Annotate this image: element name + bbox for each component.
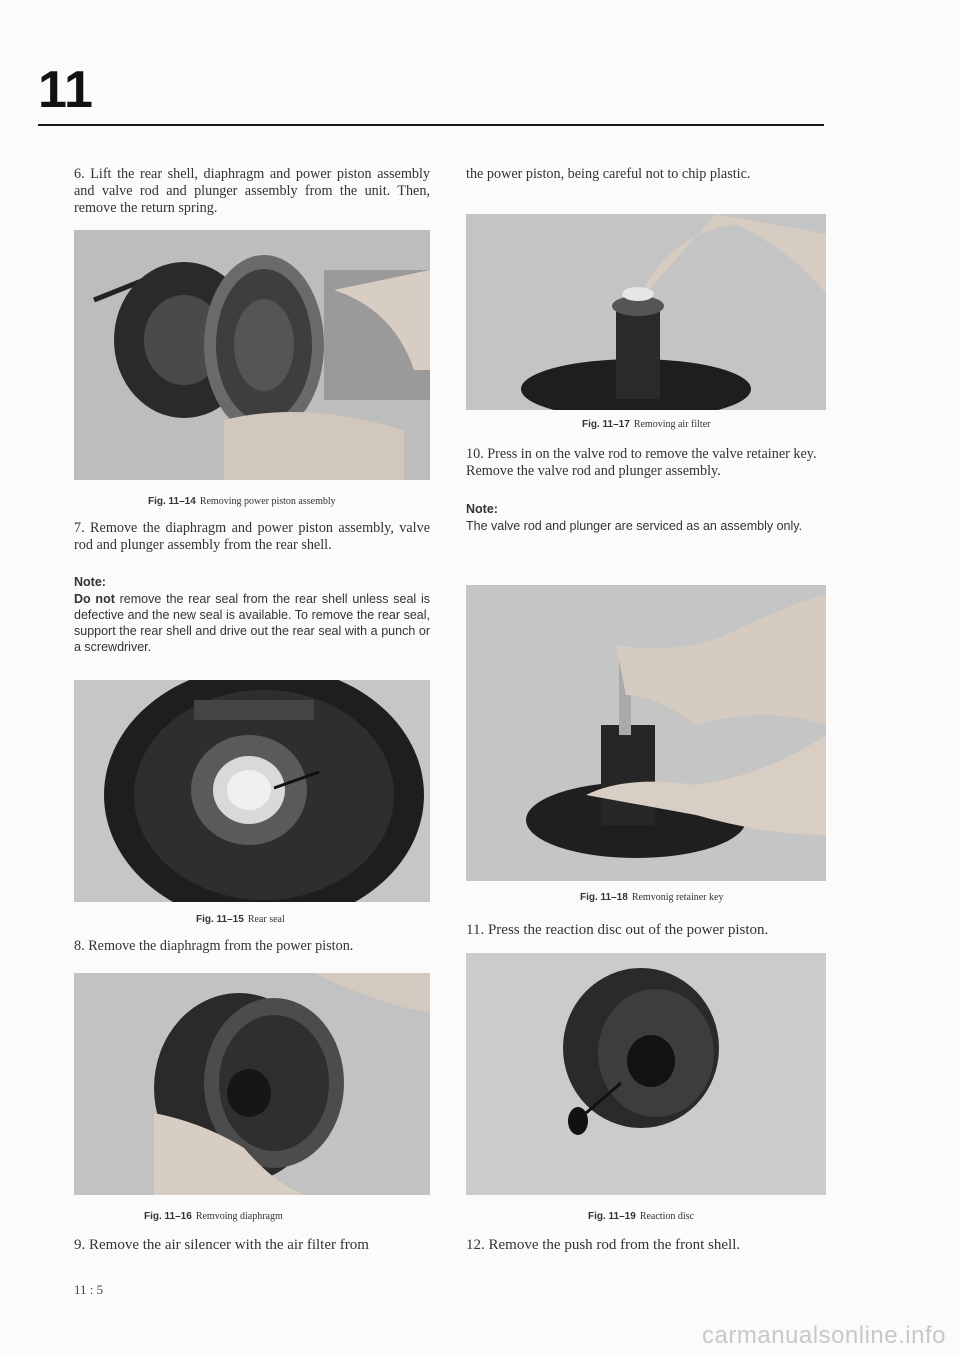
step-8-text: 8. Remove the diaphragm from the power piston. — [74, 938, 354, 954]
left-note — [74, 575, 430, 655]
fig-label: Fig. 11–17 — [582, 419, 630, 430]
fig-label: Fig. 11–18 — [580, 892, 628, 903]
fig-11-14-caption — [148, 496, 336, 507]
watermark: carmanualsonline.info — [702, 1322, 946, 1349]
fig-11-19-photo — [466, 953, 826, 1195]
step-11-text: 11. Press the reaction disc out of the power piston. — [466, 922, 769, 938]
step-7-text: 7. Remove the diaphragm and power piston assembly, valve rod and plunger assembly from the rear shell. — [74, 520, 430, 553]
step-10-text: 10. Press in on the valve rod to remove the valve retainer key. Remove the valve rod and plunger assembly. — [466, 446, 817, 479]
fig-caption-text: Reaction disc — [639, 1211, 694, 1222]
note-rest: remove the rear seal from the rear shell unless seal is defective and the new seal is available. To remove the rear seal, support the rear shell and drive out the rear seal with a punch or a screwdriver. — [74, 592, 430, 654]
fig-11-16-photo — [74, 973, 430, 1195]
fig-11-19-caption — [588, 1211, 694, 1222]
fig-11-14-photo — [74, 230, 430, 480]
fig-label: Fig. 11–19 — [588, 1211, 636, 1222]
fig-caption-text: Removing power piston assembly — [199, 496, 336, 507]
note-heading: Note: — [74, 575, 106, 589]
fig-11-15-caption — [196, 914, 285, 925]
note-body — [74, 591, 430, 655]
step-6-text: 6. Lift the rear shell, diaphragm and power piston assembly and valve rod and plunger assembly from the unit. Then, remove the return spring. — [74, 166, 430, 216]
step-9-text: 9. Remove the air silencer with the air filter from — [74, 1237, 369, 1253]
fig-11-18-caption — [580, 892, 723, 903]
fig-11-17-photo — [466, 214, 826, 410]
fig-caption-text: Remvoing diaphragm — [195, 1211, 283, 1222]
note-body: The valve rod and plunger are serviced as an assembly only. — [466, 519, 803, 533]
step-9-continued-text: the power piston, being careful not to chip plastic. — [466, 166, 751, 182]
fig-11-18-photo — [466, 585, 826, 881]
step-12-text: 12. Remove the push rod from the front shell. — [466, 1237, 741, 1253]
right-note — [466, 502, 826, 534]
fig-label: Fig. 11–15 — [196, 914, 244, 925]
fig-11-15-photo — [74, 680, 430, 902]
fig-label: Fig. 11–16 — [144, 1211, 192, 1222]
chapter-number: 11 — [38, 61, 93, 119]
fig-caption-text: Rear seal — [247, 914, 285, 925]
header-rule — [38, 124, 824, 126]
page-number: 11 : 5 — [74, 1282, 104, 1297]
fig-11-16-caption — [144, 1211, 283, 1222]
note-heading: Note: — [466, 502, 498, 516]
fig-label: Fig. 11–14 — [148, 496, 196, 507]
fig-caption-text: Removing air filter — [633, 419, 711, 430]
fig-11-17-caption — [582, 419, 710, 430]
fig-caption-text: Remvonig retainer key — [631, 892, 724, 903]
note-strong: Do not — [74, 592, 115, 606]
